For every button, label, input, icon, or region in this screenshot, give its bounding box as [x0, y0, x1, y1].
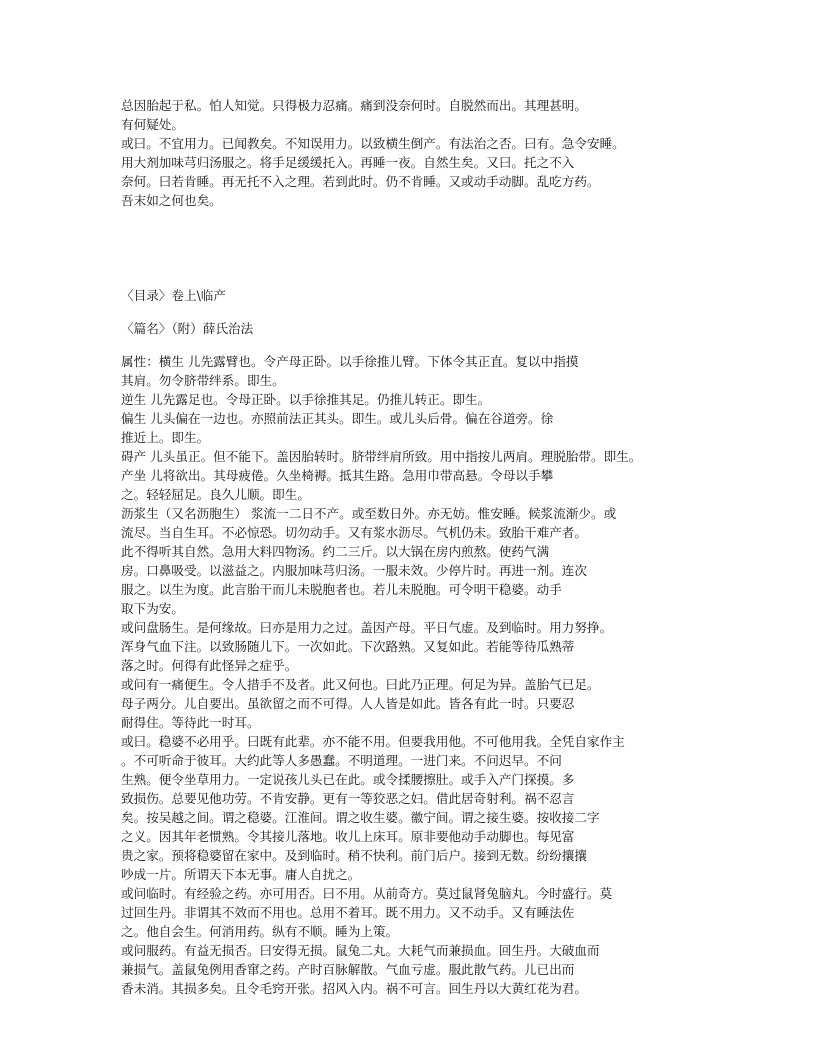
- text-line: 或问服药。有益无损否。曰安得无损。鼠兔二丸。大耗气而兼损血。回生丹。大破血而: [121, 943, 600, 958]
- text-line: 矣。按吴越之间。谓之稳婆。江淮间。谓之收生婆。徽宁间。谓之接生婆。按收接二字: [121, 810, 600, 825]
- catalog-heading: 〈目录〉卷上\临产: [121, 288, 226, 303]
- text-line: 此不得听其自然。急用大料四物汤。约二三斤。以大锅在房内煎熬。使药气满: [121, 544, 550, 559]
- text-line: 之。轻轻屈足。良久儿顺。即生。: [121, 487, 310, 502]
- text-line: 碍产 儿头虽正。但不能下。盖因胎转时。脐带绊肩所致。用中指按儿两肩。理脱胎带。即生。: [121, 449, 642, 464]
- text-line: 之义。因其年老惯熟。令其接儿落地。收儿上床耳。原非要他动手动脚也。每见富: [121, 829, 575, 844]
- text-line: 奈何。曰若肯睡。再无托不入之理。若到此时。仍不肯睡。又或动手动脚。乱吃方药。: [121, 174, 600, 189]
- text-line: 香未消。其损多矣。且令毛窍开张。招风入内。祸不可言。回生丹以大黄红花为君。: [121, 981, 587, 996]
- text-line: 之。他自会生。何消用药。纵有不顺。睡为上策。: [121, 924, 399, 939]
- text-line: 沥浆生（又名沥胞生） 浆流一二日不产。或至数日外。亦无妨。惟安睡。候浆流渐少。或: [121, 506, 617, 521]
- text-line: 。不可听命于彼耳。大约此等人多愚蠢。不明道理。一进门来。不问迟早。不问: [121, 753, 562, 768]
- text-line: 推近上。即生。: [121, 430, 210, 445]
- text-line: 贵之家。预将稳婆留在家中。及到临时。稍不快利。前门后户。接到无数。纷纷攘攘: [121, 848, 587, 863]
- text-line: 过回生丹。非谓其不效而不用也。总用不着耳。既不用力。又不动手。又有睡法佐: [121, 905, 575, 920]
- text-line: 逆生 儿先露足也。令母正卧。以手徐推其足。仍推儿转正。即生。: [121, 392, 491, 407]
- document-page: [121, 96, 721, 998]
- text-line: 取下为安。: [121, 601, 184, 616]
- text-line: 或曰。不宜用力。已闻教矣。不知误用力。以致横生倒产。有法治之否。曰有。急令安睡。: [121, 136, 625, 151]
- text-line: 吾末如之何也矣。: [121, 193, 222, 208]
- text-line: 吵成一片。所谓天下本无事。庸人自扰之。: [121, 867, 361, 882]
- text-line: 耐得住。等待此一时耳。: [121, 715, 260, 730]
- text-line: 或问有一痛便生。令人措手不及者。此又何也。曰此乃正理。何足为异。盖胎气已足。: [121, 677, 600, 692]
- text-line: 属性：横生 儿先露臂也。令产母正卧。以手徐推儿臂。下体令其正直。复以中指摸: [121, 354, 579, 369]
- text-line: 落之时。何得有此怪异之症乎。: [121, 658, 298, 673]
- text-line: 或问盘肠生。是何缘故。曰亦是用力之过。盖因产母。平日气虚。及到临时。用力努挣。: [121, 620, 613, 635]
- text-line: 房。口鼻吸受。以滋益之。内服加味芎归汤。一服未效。少停片时。再进一剂。连次: [121, 563, 587, 578]
- text-line: 母子两分。儿自要出。虽欲留之而不可得。人人皆是如此。皆各有此一时。只要忍: [121, 696, 575, 711]
- text-line: 兼损气。盖鼠兔例用香窜之药。产时百脉解散。气血亏虚。服此散气药。儿已出而: [121, 962, 575, 977]
- chapter-heading: 〈篇名〉（附）薛氏治法: [121, 321, 254, 336]
- text-line: 浑身气血下注。以致肠随儿下。一次如此。下次路熟。又复如此。若能等待瓜熟蒂: [121, 639, 575, 654]
- text-line: 致损伤。总要见他功劳。不肯安静。更有一等狡恶之妇。借此居奇射利。祸不忍言: [121, 791, 575, 806]
- text-line: 总因胎起于私。怕人知觉。只得极力忍痛。痛到没奈何时。自脱然而出。其理甚明。: [121, 98, 587, 113]
- text-line: 流尽。当自生耳。不必惊恐。切勿动手。又有浆水沥尽。气机仍未。致胎干难产者。: [121, 525, 587, 540]
- text-line: 生熟。便令坐草用力。一定说孩儿头已在此。或令揉腰擦肚。或手入产门探摸。多: [121, 772, 575, 787]
- text-line: 用大剂加味芎归汤服之。将手足缓缓托入。再睡一夜。自然生矣。又曰。托之不入: [121, 155, 575, 170]
- text-line: 或曰。稳婆不必用乎。曰既有此辈。亦不能不用。但要我用他。不可他用我。全凭自家作主: [121, 734, 625, 749]
- text-line: 服之。以生为度。此言胎干而儿未脱胞者也。若儿未脱胞。可令明干稳婆。动手: [121, 582, 562, 597]
- text-line: 偏生 儿头偏在一边也。亦照前法正其头。即生。或儿头后骨。偏在谷道旁。徐: [121, 411, 554, 426]
- intro-section: [121, 96, 721, 210]
- body-section: [121, 352, 721, 998]
- text-line: 产坐 儿将欲出。其母疲倦。久坐椅褥。抵其生路。急用巾带高悬。令母以手攀: [121, 468, 554, 483]
- text-line: 其肩。勿令脐带绊系。即生。: [121, 373, 285, 388]
- text-line: 有何疑处。: [121, 117, 184, 132]
- text-line: 或问临时。有经验之药。亦可用否。曰不用。从前奇方。莫过鼠肾兔脑丸。今时盛行。莫: [121, 886, 613, 901]
